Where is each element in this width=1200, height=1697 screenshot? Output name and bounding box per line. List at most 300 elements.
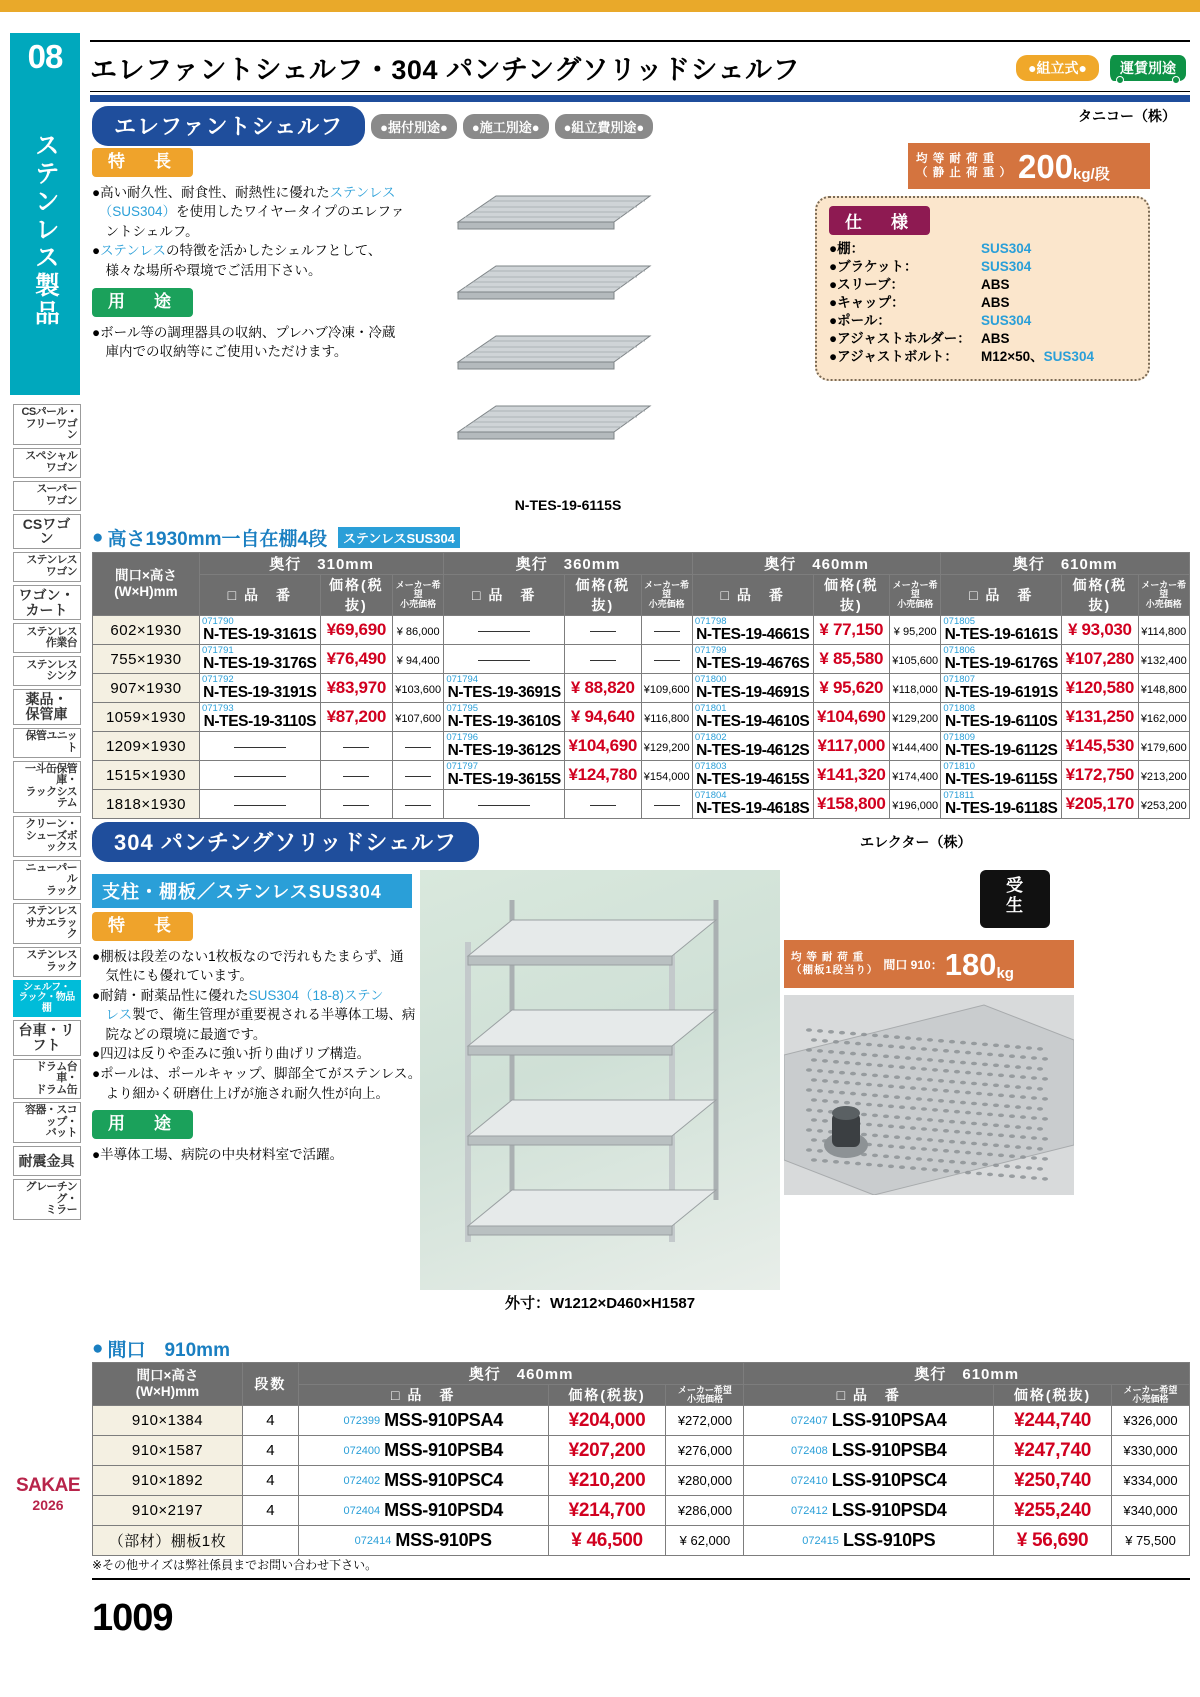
table1-heading: 高さ1930mm一自在棚4段 bbox=[107, 529, 328, 550]
made-to-order-badge: 受 生 bbox=[980, 870, 1050, 928]
load-capacity-badge-2 bbox=[784, 940, 1074, 988]
cell-model-empty bbox=[444, 790, 565, 819]
section1-title-row bbox=[92, 106, 653, 146]
load-unit-1: kg/段 bbox=[1073, 166, 1110, 183]
cell2-msrp: ¥286,000 bbox=[666, 1496, 744, 1526]
cell2-msrp: ¥ 75,500 bbox=[1112, 1526, 1190, 1556]
th-msrp-2: メーカー希望 小売価格 bbox=[890, 575, 941, 616]
cell-code: 071791 bbox=[201, 645, 234, 657]
maker-name-1: タニコー（株） bbox=[1078, 108, 1176, 124]
cell-msrp: ¥132,400 bbox=[1138, 645, 1189, 674]
side-index-item-8[interactable] bbox=[13, 689, 81, 724]
cell-model bbox=[941, 703, 1062, 732]
cell-model-empty bbox=[199, 732, 320, 761]
side-index-label: 耐震金具 bbox=[18, 1152, 75, 1169]
load2-label-line1: 均 等 耐 荷 重 bbox=[791, 950, 865, 963]
th2-depth-0: 奥行 460mm bbox=[298, 1363, 744, 1385]
cell-msrp-empty bbox=[392, 761, 443, 790]
cell-msrp: ¥116,800 bbox=[641, 703, 692, 732]
cell-code: 071809 bbox=[943, 732, 976, 744]
side-index-label: スーパー bbox=[36, 483, 77, 496]
cell2-size: （部材）棚板1枚 bbox=[93, 1526, 243, 1556]
cell-code: 071797 bbox=[446, 761, 479, 773]
side-index-label: CSパール・ bbox=[21, 406, 77, 418]
table-row bbox=[93, 674, 1190, 703]
s2-feature-line-2: ●耐錆・耐薬品性に優れたSUS304（18-8)ステン bbox=[92, 987, 384, 1003]
cell-model bbox=[692, 703, 813, 732]
header-badges bbox=[1016, 55, 1190, 81]
chapter-tab bbox=[10, 33, 80, 395]
spec-value: ABS bbox=[981, 276, 1010, 292]
side-index-item-10[interactable] bbox=[13, 761, 81, 813]
cell-msrp-empty bbox=[641, 645, 692, 674]
cell-model bbox=[199, 674, 320, 703]
cell-size: 1209×1930 bbox=[93, 732, 200, 761]
cell-code: 071801 bbox=[694, 703, 727, 715]
table-row bbox=[93, 1466, 1190, 1496]
cell-price: ¥83,970 bbox=[320, 674, 392, 703]
cell-code: 071805 bbox=[943, 616, 976, 628]
side-index-item-2[interactable] bbox=[13, 481, 81, 511]
cell-msrp: ¥109,600 bbox=[641, 674, 692, 703]
spec-value: ABS bbox=[981, 294, 1010, 310]
side-index-item-6[interactable] bbox=[13, 623, 81, 653]
cell2-size: 910×1892 bbox=[93, 1466, 243, 1496]
table-row bbox=[93, 790, 1190, 819]
cell-code: 071799 bbox=[694, 645, 727, 657]
spec-value: M12×50、SUS304 bbox=[981, 348, 1094, 364]
cell2-price: ¥ 46,500 bbox=[548, 1526, 666, 1556]
th2-depth-1: 奥行 610mm bbox=[744, 1363, 1190, 1385]
side-index-label: 一斗缶保管庫・ bbox=[25, 762, 77, 787]
chapter-number: 08 bbox=[27, 38, 63, 75]
cell-msrp-empty bbox=[641, 790, 692, 819]
cell2-price: ¥250,740 bbox=[994, 1466, 1112, 1496]
cell2-model: 072410 LSS-910PSC4 bbox=[744, 1466, 994, 1496]
cell2-model: 072407 LSS-910PSA4 bbox=[744, 1406, 994, 1436]
th-depth-1: 奥行 360mm bbox=[444, 553, 693, 575]
side-index-label: ステンレス bbox=[26, 554, 77, 567]
cell-price: ¥120,580 bbox=[1062, 674, 1138, 703]
load-value-1: 200 bbox=[1017, 147, 1074, 185]
side-index-label: ステンレス bbox=[26, 658, 77, 671]
use-line-0: ●ボール等の調理器具の収納、プレハブ冷凍・冷蔵 bbox=[92, 324, 396, 340]
cell-msrp-empty bbox=[392, 732, 443, 761]
cell-model-text: N-TES-19-6191S bbox=[944, 683, 1058, 701]
sakae-line1: SAKAE bbox=[15, 1475, 80, 1496]
cell-model-text: N-TES-19-6112S bbox=[945, 741, 1058, 759]
cell-model bbox=[199, 616, 320, 645]
cell2-model: 072415 LSS-910PS bbox=[744, 1526, 994, 1556]
cell-model bbox=[692, 732, 813, 761]
cell-price: ¥107,280 bbox=[1062, 645, 1138, 674]
s2-feature-line-0: ●棚板は段差のない1枚板なので汚れもたまらず、通 bbox=[92, 948, 404, 964]
cell-code: 071793 bbox=[201, 703, 234, 715]
cell2-price: ¥247,740 bbox=[994, 1436, 1112, 1466]
section2-features bbox=[92, 912, 422, 1103]
cell-model-text: N-TES-19-3612S bbox=[447, 741, 561, 759]
s2-feature-line-1: 気性にも優れています。 bbox=[92, 968, 253, 984]
th-model-0: □ 品 番 bbox=[199, 575, 320, 616]
spec-value: SUS304 bbox=[981, 241, 1032, 256]
cell-size: 1818×1930 bbox=[93, 790, 200, 819]
cell2-msrp: ¥334,000 bbox=[1112, 1466, 1190, 1496]
cell-price: ¥76,490 bbox=[320, 645, 392, 674]
freight-badge: 運賃別途 bbox=[1107, 55, 1186, 81]
cell-code: 071800 bbox=[694, 674, 727, 686]
cell-code: 071795 bbox=[446, 703, 479, 715]
cell-model-text: N-TES-19-3176S bbox=[203, 654, 317, 672]
spec-key: ●棚： bbox=[829, 241, 865, 256]
spec-key: ●ポール： bbox=[829, 312, 891, 328]
th-msrp-0: メーカー希望 小売価格 bbox=[392, 575, 443, 616]
bullet-icon-2: ● bbox=[92, 1337, 104, 1359]
table-row bbox=[93, 1436, 1190, 1466]
th-msrp-1: メーカー希望 小売価格 bbox=[641, 575, 692, 616]
cell2-model: 072408 LSS-910PSB4 bbox=[744, 1436, 994, 1466]
side-index-label2: 保管庫 bbox=[25, 706, 68, 723]
th2-price-1: 価格(税抜) bbox=[994, 1385, 1112, 1406]
cell-price: ¥124,780 bbox=[565, 761, 641, 790]
cell-msrp: ¥114,800 bbox=[1138, 616, 1189, 645]
price-table-1 bbox=[92, 552, 1190, 819]
spec-row-5 bbox=[829, 330, 1136, 348]
s2-feature-line-3: レス製で、衛生管理が重要視される半導体工場、病 bbox=[105, 1007, 416, 1023]
side-index-label2: ラック bbox=[46, 884, 77, 897]
side-index-item-11[interactable] bbox=[13, 816, 81, 857]
side-index-label2: ラック bbox=[46, 960, 77, 973]
cell-model bbox=[941, 761, 1062, 790]
uses-label-2: 用 途 bbox=[92, 1110, 193, 1139]
table-row bbox=[93, 732, 1190, 761]
cell-price: ¥87,200 bbox=[320, 703, 392, 732]
th-model-1: □ 品 番 bbox=[444, 575, 565, 616]
side-index-item-9[interactable] bbox=[13, 728, 81, 758]
cell-price: ¥158,800 bbox=[813, 790, 889, 819]
cell-code: 071798 bbox=[694, 616, 727, 628]
product-image-wire-shelf bbox=[418, 160, 718, 490]
cell-model bbox=[941, 732, 1062, 761]
s2-use-line-0: ●半導体工場、病院の中央材料室で活躍。 bbox=[92, 1146, 344, 1162]
load-capacity-badge-1 bbox=[908, 143, 1150, 189]
th-price-3: 価格(税抜) bbox=[1062, 575, 1138, 616]
side-index-label: ニューパール bbox=[25, 861, 77, 886]
side-index-item-12[interactable] bbox=[13, 860, 81, 901]
cell-model bbox=[692, 616, 813, 645]
cell-model-empty bbox=[199, 761, 320, 790]
footer-rule bbox=[92, 1578, 1190, 1580]
spec-value: ABS bbox=[981, 330, 1010, 346]
spec-row-0 bbox=[829, 240, 1136, 258]
cell-size: 602×1930 bbox=[93, 616, 200, 645]
cell-code: 071806 bbox=[943, 645, 976, 657]
cell-msrp: ¥196,000 bbox=[890, 790, 941, 819]
side-index-label2: サカエラック bbox=[25, 916, 77, 941]
features-text-2 bbox=[92, 947, 422, 1104]
cell-code: 071811 bbox=[943, 790, 975, 802]
side-index-label2: ミラー bbox=[45, 1204, 77, 1217]
uses-text-2 bbox=[92, 1145, 422, 1165]
spec-row-1 bbox=[829, 258, 1136, 276]
spec-row-3 bbox=[829, 294, 1136, 312]
cell-price: ¥ 94,640 bbox=[565, 703, 641, 732]
cell-price: ¥ 95,620 bbox=[813, 674, 889, 703]
side-index-item-7[interactable] bbox=[13, 656, 81, 686]
cell-msrp: ¥129,200 bbox=[641, 732, 692, 761]
side-index-label: ステンレス bbox=[26, 949, 77, 962]
section2-blue-band: 支柱・棚板／ステンレスSUS304 bbox=[92, 874, 412, 908]
section2-title: 304 パンチングソリッドシェルフ bbox=[92, 822, 479, 862]
cell-size: 1059×1930 bbox=[93, 703, 200, 732]
side-index-label2: シューズボックス bbox=[25, 829, 77, 854]
side-index-label: グレーチング・ bbox=[25, 1181, 77, 1205]
th2-msrp-0: メーカー希望 小売価格 bbox=[666, 1385, 744, 1406]
cell2-dan: 4 bbox=[242, 1466, 298, 1496]
header-rule-bottom bbox=[90, 91, 1190, 92]
cell-msrp: ¥174,400 bbox=[890, 761, 941, 790]
cell-model bbox=[444, 703, 565, 732]
cell-model-text: N-TES-19-4691S bbox=[696, 683, 810, 701]
cell-model-text: N-TES-19-3161S bbox=[203, 625, 317, 643]
side-index-label2: ワゴン bbox=[45, 566, 77, 579]
cell-msrp: ¥ 94,400 bbox=[392, 645, 443, 674]
cell-price: ¥117,000 bbox=[813, 732, 889, 761]
cell-price: ¥131,250 bbox=[1062, 703, 1138, 732]
cell2-msrp: ¥276,000 bbox=[666, 1436, 744, 1466]
side-index-item-20[interactable] bbox=[13, 1179, 81, 1220]
load2-mid: 間口 910： bbox=[883, 957, 943, 972]
side-index-label2: カート bbox=[25, 601, 68, 618]
cell-size: 755×1930 bbox=[93, 645, 200, 674]
side-index-label2: ワゴン bbox=[45, 494, 77, 507]
side-index-item-3[interactable] bbox=[13, 514, 81, 549]
use-line-1: 庫内での収納等にご使用いただけます。 bbox=[92, 344, 348, 360]
cell-model bbox=[199, 703, 320, 732]
cell2-dan bbox=[242, 1526, 298, 1556]
cell-code: 071810 bbox=[943, 761, 976, 773]
side-index-item-17[interactable] bbox=[13, 1059, 81, 1100]
product-image-solid-shelf bbox=[420, 870, 780, 1290]
perforated-shelf-photo bbox=[784, 995, 1074, 1195]
load2-value: 180 bbox=[944, 946, 997, 982]
spec-row-6 bbox=[829, 348, 1136, 366]
cell-model-text: N-TES-19-3110S bbox=[203, 712, 317, 730]
cell-model-text: N-TES-19-4610S bbox=[696, 712, 810, 730]
cell2-msrp: ¥280,000 bbox=[666, 1466, 744, 1496]
side-index-label: 薬品・ bbox=[25, 691, 68, 708]
spec-label: 仕 様 bbox=[829, 206, 930, 235]
table1-heading-tag: ステンレスSUS304 bbox=[338, 527, 460, 548]
cell-code: 071804 bbox=[694, 790, 727, 802]
cell2-msrp: ¥272,000 bbox=[666, 1406, 744, 1436]
spec-value: SUS304 bbox=[981, 258, 1032, 274]
cell2-size: 910×2197 bbox=[93, 1496, 243, 1526]
cell-code: 071808 bbox=[943, 703, 976, 715]
feature-line-1: （SUS304）を使用したワイヤータイプのエレファ bbox=[105, 204, 405, 220]
cell-model bbox=[692, 761, 813, 790]
cell-model-text: N-TES-19-6115S bbox=[945, 770, 1058, 788]
cell-msrp: ¥107,600 bbox=[392, 703, 443, 732]
cell-msrp: ¥179,600 bbox=[1138, 732, 1189, 761]
tag-assembly-fee: ●組立費別途● bbox=[555, 114, 654, 139]
spec-box bbox=[815, 196, 1150, 381]
cell-msrp: ¥ 95,200 bbox=[890, 616, 941, 645]
cell-model-text: N-TES-19-6176S bbox=[944, 654, 1058, 672]
spec-key: ●キャップ： bbox=[829, 294, 905, 310]
th-price-0: 価格(税抜) bbox=[320, 575, 392, 616]
side-index-label: ステンレス bbox=[26, 905, 77, 918]
side-index-label2: ワゴン bbox=[45, 461, 77, 474]
cell2-price: ¥204,000 bbox=[548, 1406, 666, 1436]
th2-dan: 段数 bbox=[242, 1363, 298, 1406]
cell-code: 071790 bbox=[201, 616, 234, 628]
cell-model bbox=[444, 732, 565, 761]
side-index-label2: ラック・物品棚 bbox=[18, 992, 75, 1014]
price-table-2 bbox=[92, 1362, 1190, 1556]
spec-key: ●アジャストボルト： bbox=[829, 348, 958, 364]
cell2-model: 072412 LSS-910PSD4 bbox=[744, 1496, 994, 1526]
cell-price-empty bbox=[320, 732, 392, 761]
cell2-dan: 4 bbox=[242, 1496, 298, 1526]
tag-installation: ●据付別途● bbox=[371, 114, 457, 139]
side-index-label2: ラックシステム bbox=[25, 785, 77, 810]
side-index-item-19[interactable] bbox=[13, 1146, 81, 1176]
th2-msrp-1: メーカー希望 小売価格 bbox=[1112, 1385, 1190, 1406]
cell-model-text: N-TES-19-3191S bbox=[203, 683, 317, 701]
side-index-label: ステンレス bbox=[26, 625, 77, 638]
cell-price-empty bbox=[320, 761, 392, 790]
spec-row-2 bbox=[829, 276, 1136, 294]
assembly-badge: ●組立式● bbox=[1016, 55, 1099, 81]
side-index bbox=[13, 404, 81, 1223]
side-index-label: 保管ユニット bbox=[25, 730, 77, 754]
product-image-caption-2: 外寸：W1212×D460×H1587 bbox=[504, 1295, 696, 1312]
cell-price: ¥205,170 bbox=[1062, 790, 1138, 819]
cell-model-text: N-TES-19-4615S bbox=[696, 770, 810, 788]
th-depth-0: 奥行 310mm bbox=[199, 553, 443, 575]
product-image-caption-1: N-TES-19-6115S bbox=[514, 497, 622, 513]
features-text-1 bbox=[92, 183, 412, 281]
tag-construction: ●施工別途● bbox=[463, 114, 549, 139]
cell-price-empty bbox=[565, 790, 641, 819]
cell2-model: 072400 MSS-910PSB4 bbox=[298, 1436, 548, 1466]
table-row bbox=[93, 761, 1190, 790]
cell-msrp: ¥118,000 bbox=[890, 674, 941, 703]
table2-heading: 間口 910mm bbox=[107, 1340, 230, 1361]
cell-msrp: ¥103,600 bbox=[392, 674, 443, 703]
s2-feature-line-4: 院などの環境に最適です。 bbox=[92, 1026, 267, 1042]
s2-feature-line-7: より細かく研磨仕上げが施され耐久性が向上。 bbox=[92, 1085, 389, 1101]
side-index-item-5[interactable] bbox=[13, 585, 81, 620]
th-model-2: □ 品 番 bbox=[692, 575, 813, 616]
cell-msrp: ¥129,200 bbox=[890, 703, 941, 732]
section1-uses bbox=[92, 288, 422, 362]
feature-line-2: ントシェルフ。 bbox=[92, 223, 199, 239]
cell-model-text: N-TES-19-6110S bbox=[945, 712, 1058, 730]
cell2-msrp: ¥330,000 bbox=[1112, 1436, 1190, 1466]
cell-model bbox=[199, 645, 320, 674]
side-index-label: スペシャル bbox=[25, 450, 77, 463]
table-row bbox=[93, 616, 1190, 645]
side-index-label: ドラム台車・ bbox=[35, 1060, 77, 1085]
cell-price-empty bbox=[320, 790, 392, 819]
side-index-item-16[interactable] bbox=[13, 1020, 81, 1055]
cell-model-text: N-TES-19-4618S bbox=[696, 799, 810, 817]
cell2-model: 072404 MSS-910PSD4 bbox=[298, 1496, 548, 1526]
side-index-label2: フリーワゴン bbox=[25, 417, 77, 442]
section2-title-row bbox=[92, 822, 479, 862]
th-depth-3: 奥行 610mm bbox=[941, 553, 1190, 575]
cell-model-text: N-TES-19-6161S bbox=[944, 625, 1058, 643]
section1-title: エレファントシェルフ bbox=[92, 106, 365, 146]
cell-price: ¥ 85,580 bbox=[813, 645, 889, 674]
side-index-item-4[interactable] bbox=[13, 552, 81, 582]
cell2-price: ¥210,200 bbox=[548, 1466, 666, 1496]
cell2-dan: 4 bbox=[242, 1436, 298, 1466]
section1-features bbox=[92, 148, 412, 280]
s2-feature-line-5: ●四辺は反りや歪みに強い折り曲げリブ構造。 bbox=[92, 1046, 371, 1062]
table-row bbox=[93, 703, 1190, 732]
th-model-3: □ 品 番 bbox=[941, 575, 1062, 616]
th-msrp-3: メーカー希望 小売価格 bbox=[1138, 575, 1189, 616]
cell-model bbox=[941, 616, 1062, 645]
s2-feature-line-6: ●ポールは、ポールキャップ、脚部全てがステンレス。 bbox=[92, 1066, 422, 1082]
side-index-label: ワゴン・ bbox=[18, 587, 75, 604]
side-index-item-13[interactable] bbox=[13, 903, 81, 944]
cell2-price: ¥255,240 bbox=[994, 1496, 1112, 1526]
cell2-dan: 4 bbox=[242, 1406, 298, 1436]
side-index-item-0[interactable] bbox=[13, 404, 81, 445]
side-index-item-14[interactable] bbox=[13, 947, 81, 977]
cell-model-text: N-TES-19-4661S bbox=[696, 625, 810, 643]
cell-code: 071802 bbox=[694, 732, 727, 744]
cell-code: 071807 bbox=[943, 674, 976, 686]
spec-value: SUS304 bbox=[981, 312, 1032, 328]
sakae-logo bbox=[12, 1475, 84, 1513]
cell-model-empty bbox=[199, 790, 320, 819]
page-number: 1009 bbox=[92, 1597, 173, 1639]
cell2-model: 072414 MSS-910PS bbox=[298, 1526, 548, 1556]
cell2-model: 072402 MSS-910PSC4 bbox=[298, 1466, 548, 1496]
side-index-label: CSワゴン bbox=[22, 515, 71, 547]
spec-row-4 bbox=[829, 312, 1136, 330]
cell-msrp: ¥144,400 bbox=[890, 732, 941, 761]
cell-price: ¥104,690 bbox=[813, 703, 889, 732]
cell2-msrp: ¥ 62,000 bbox=[666, 1526, 744, 1556]
spec-list bbox=[829, 240, 1136, 366]
cell-msrp: ¥213,200 bbox=[1138, 761, 1189, 790]
table-row bbox=[93, 1406, 1190, 1436]
table1-heading-row bbox=[92, 524, 460, 551]
cell-msrp: ¥253,200 bbox=[1138, 790, 1189, 819]
cell-model bbox=[941, 645, 1062, 674]
cell-price: ¥69,690 bbox=[320, 616, 392, 645]
side-index-item-15[interactable] bbox=[13, 980, 81, 1018]
side-index-label: 容器・スコップ・ bbox=[25, 1104, 77, 1128]
side-index-label2: ドラム缶 bbox=[35, 1083, 77, 1096]
cell-model-text: N-TES-19-4676S bbox=[696, 654, 810, 672]
cell-price: ¥ 93,030 bbox=[1062, 616, 1138, 645]
side-index-item-1[interactable] bbox=[13, 448, 81, 478]
load-label-line2: （ 静 止 荷 重 ） bbox=[916, 167, 1012, 179]
cell-model-text: N-TES-19-4612S bbox=[696, 741, 810, 759]
cell2-price: ¥207,200 bbox=[548, 1436, 666, 1466]
cell-size: 907×1930 bbox=[93, 674, 200, 703]
maker-name-2: エレクター（株） bbox=[860, 834, 972, 850]
cell-model-text: N-TES-19-6118S bbox=[945, 799, 1058, 817]
side-index-item-18[interactable] bbox=[13, 1102, 81, 1143]
cell-price-empty bbox=[565, 645, 641, 674]
